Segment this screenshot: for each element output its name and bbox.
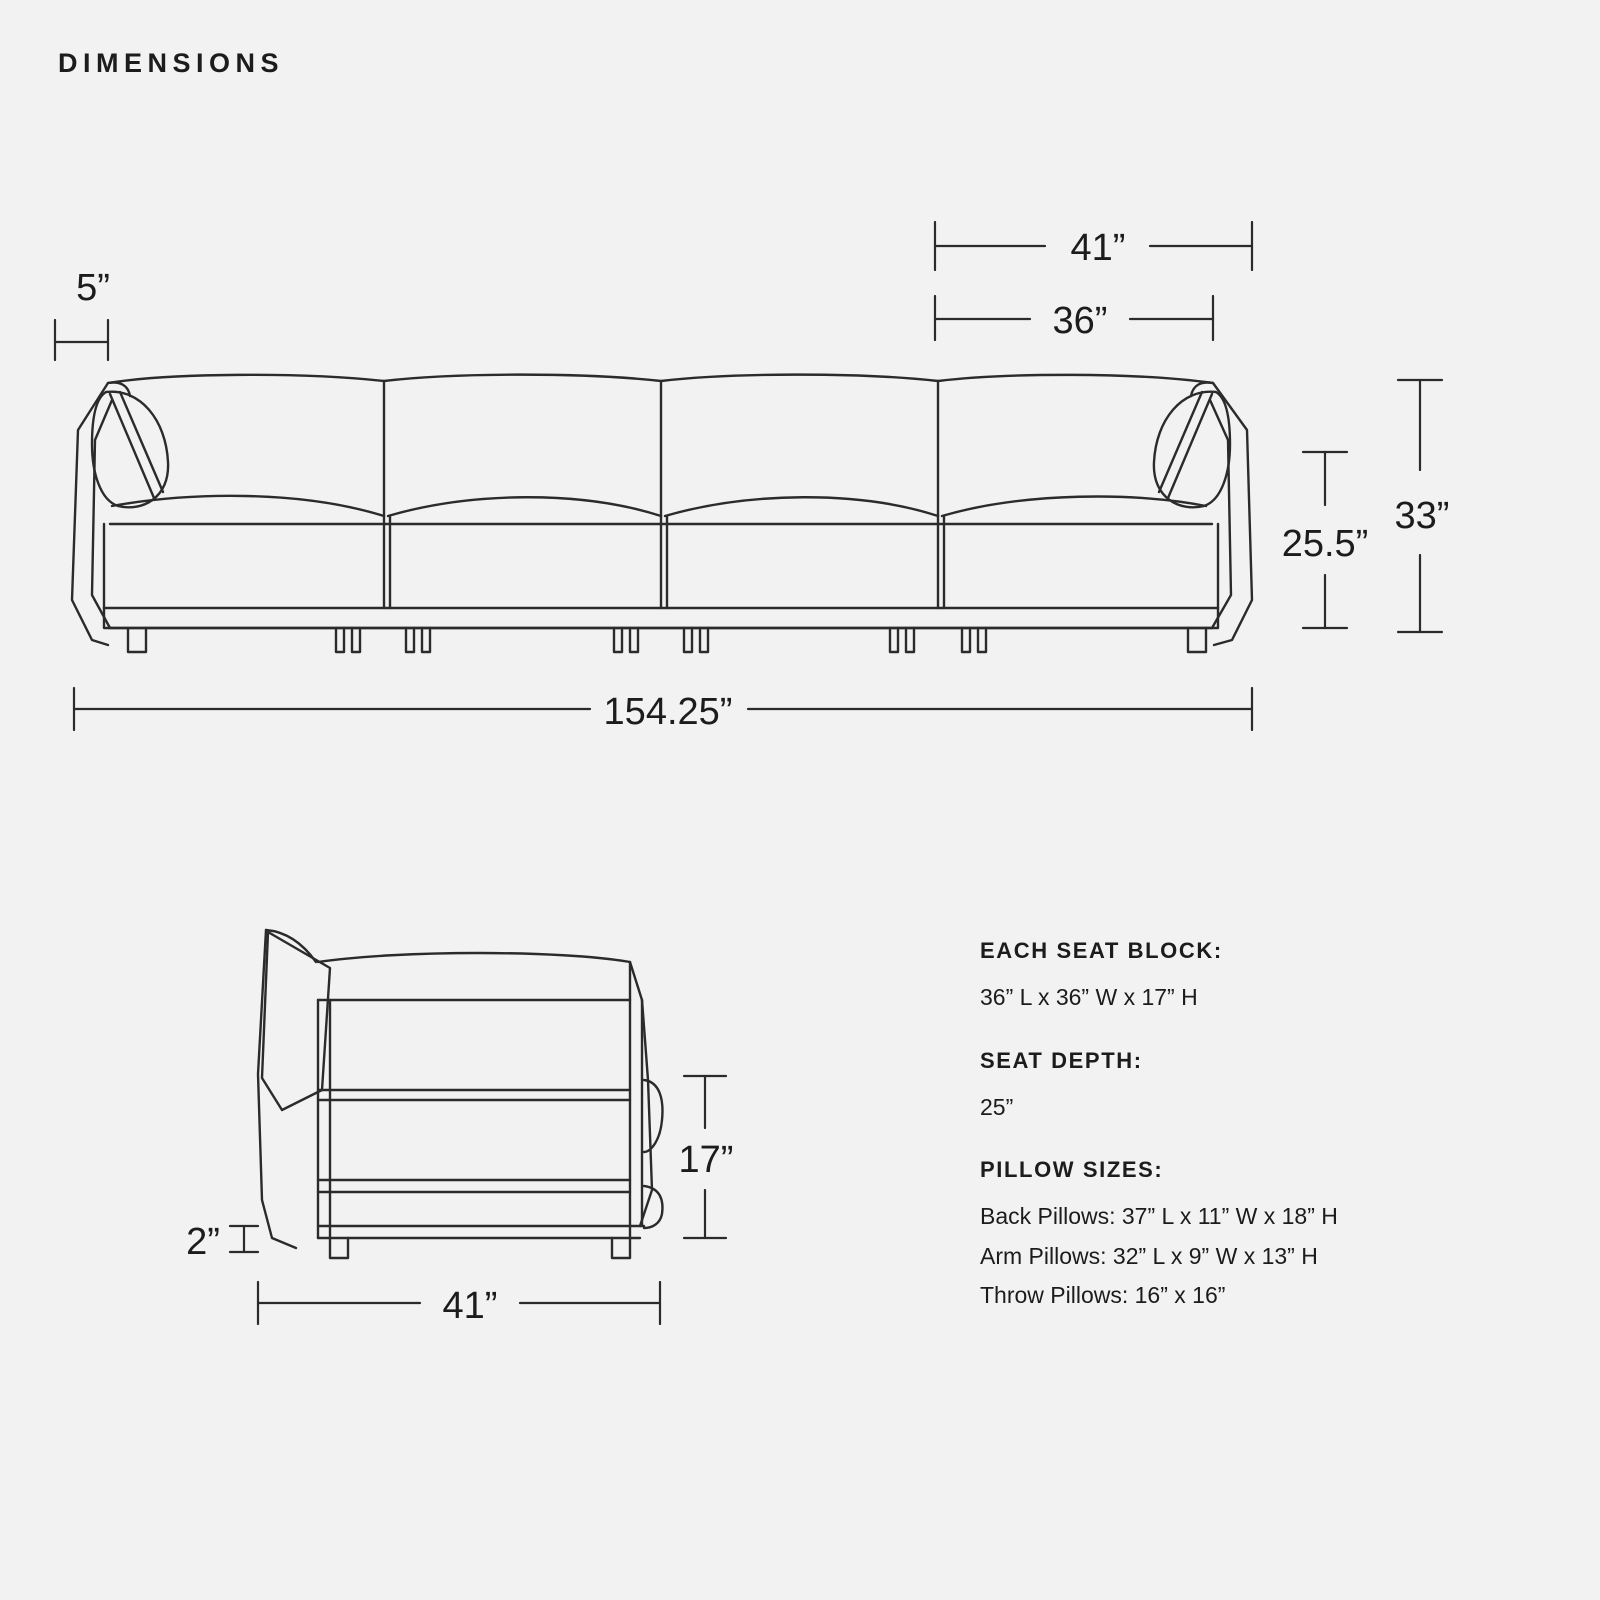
dim-5 [55, 320, 108, 360]
side-leg-front [612, 1238, 630, 1258]
front-right-arm-pillow [1154, 392, 1230, 508]
label-17: 17” [678, 1139, 734, 1181]
spec-heading: SEAT DEPTH: [980, 1047, 1143, 1073]
spec-line: Back Pillows: 37” L x 11” W x 18” H [980, 1203, 1338, 1230]
spec-heading: PILLOW SIZES: [980, 1157, 1164, 1183]
spec-line: 36” L x 36” W x 17” H [980, 984, 1198, 1010]
spec-line: 25” [980, 1093, 1014, 1120]
front-left-arm-pillow [92, 392, 168, 508]
side-back-outer [258, 930, 296, 1248]
label-154-25: 154.25” [603, 691, 733, 733]
side-leg-back [330, 1238, 348, 1258]
spec-line: Arm Pillows: 32” L x 9” W x 13” H [980, 1242, 1318, 1269]
spec-seat-block [980, 938, 1540, 1018]
side-back-pillow [262, 932, 330, 1110]
label-36: 36” [1052, 300, 1108, 342]
page-title: DIMENSIONS [58, 48, 285, 78]
dim-2 [230, 1226, 258, 1252]
spec-seat-depth [980, 1048, 1540, 1128]
spec-pillow-sizes [980, 1157, 1540, 1316]
front-left-arm-inner [92, 400, 112, 628]
front-back-cushion-3 [661, 375, 938, 516]
label-41-top: 41” [1070, 227, 1126, 269]
front-legs [128, 628, 1206, 652]
label-5: 5” [76, 267, 110, 309]
specs-panel [980, 938, 1540, 1346]
label-2: 2” [186, 1221, 220, 1263]
front-back-cushion-4 [938, 375, 1213, 383]
side-seat-top [318, 953, 642, 1000]
front-right-arm-inner [1210, 400, 1231, 628]
front-base-rail [104, 608, 1218, 628]
label-41-bottom: 41” [442, 1285, 498, 1327]
label-33: 33” [1394, 495, 1450, 537]
label-25-5: 25.5” [1281, 523, 1369, 565]
side-front-bump [644, 1080, 662, 1152]
spec-heading: EACH SEAT BLOCK: [980, 938, 1223, 963]
spec-line: Throw Pillows: 16” x 16” [980, 1282, 1226, 1309]
front-back-cushion-2 [384, 375, 661, 516]
